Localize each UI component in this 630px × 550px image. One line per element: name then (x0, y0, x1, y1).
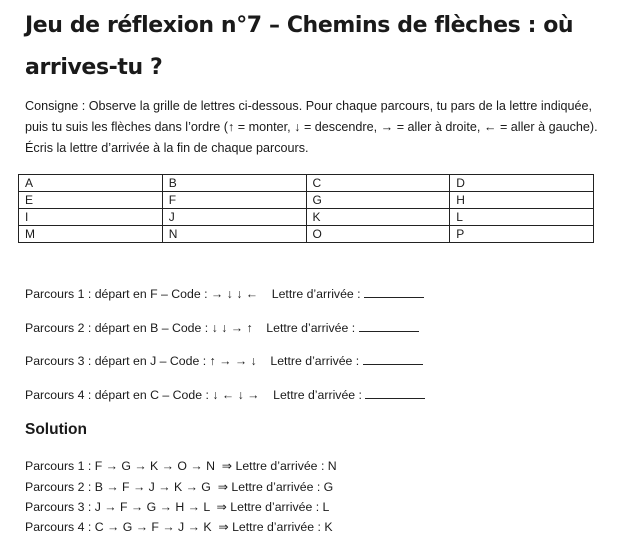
grid-row (19, 175, 594, 192)
grid-cell: J (162, 209, 306, 226)
solution-line: Parcours 2 : B → F → J → K → G ⇒ Lettre d’arrivée : G (25, 480, 334, 494)
course-text: Parcours 3 : départ en J – Code : ↑ → → ↓ (25, 354, 257, 368)
grid-cell: L (450, 209, 594, 226)
answer-label: Lettre d’arrivée : (266, 321, 356, 335)
solution-line: Parcours 3 : J → F → G → H → L ⇒ Lettre d’arrivée : L (25, 500, 330, 514)
solution-heading: Solution (25, 421, 87, 438)
grid-cell: F (162, 192, 306, 209)
grid-cell: M (19, 226, 163, 243)
grid-cell: N (162, 226, 306, 243)
grid-row (19, 192, 594, 209)
grid-cell: P (450, 226, 594, 243)
grid-row (19, 209, 594, 226)
grid-cell: C (306, 175, 450, 192)
grid-cell: D (450, 175, 594, 192)
answer-label: Lettre d’arrivée : (273, 388, 362, 402)
grid-cell: K (306, 209, 450, 226)
answer-label: Lettre d’arrivée : (271, 287, 361, 301)
course-text: Parcours 2 : départ en B – Code : ↓ ↓ → ↑ (25, 321, 253, 335)
answer-blank[interactable] (365, 386, 425, 399)
answer-blank[interactable] (363, 352, 423, 365)
course-text: Parcours 1 : départ en F – Code : → ↓ ↓ ← (25, 287, 259, 301)
course-line (25, 386, 425, 402)
answer-blank[interactable] (364, 285, 424, 298)
answer-label: Lettre d’arrivée : (270, 354, 360, 368)
grid-cell: B (162, 175, 306, 192)
grid-cell: G (306, 192, 450, 209)
page-title: Jeu de réflexion n°7 – Chemins de flèches : où arrives-tu ? (25, 13, 574, 80)
grid-cell: I (19, 209, 163, 226)
course-line (25, 352, 423, 368)
letter-grid (18, 174, 594, 243)
answer-blank[interactable] (359, 319, 419, 332)
course-line (25, 319, 419, 335)
grid-cell: O (306, 226, 450, 243)
solution-line: Parcours 1 : F → G → K → O → N ⇒ Lettre d’arrivée : N (25, 459, 337, 473)
grid-cell: H (450, 192, 594, 209)
grid-cell: E (19, 192, 163, 209)
course-text: Parcours 4 : départ en C – Code : ↓ ← ↓ → (25, 388, 260, 402)
solution-line: Parcours 4 : C → G → F → J → K ⇒ Lettre d’arrivée : K (25, 520, 333, 534)
course-line (25, 285, 424, 301)
instructions-text: Consigne : Observe la grille de lettres ci-dessous. Pour chaque parcours, tu pars de la lettre indiquée, puis tu suis les flèches dans l’ordre (↑ = monter, ↓ = descendre, → = aller à droite, ← = aller à gauche). Écris la lettre d’arrivée à la fin de chaque parcours. (25, 99, 598, 155)
grid-cell: A (19, 175, 163, 192)
grid-row (19, 226, 594, 243)
